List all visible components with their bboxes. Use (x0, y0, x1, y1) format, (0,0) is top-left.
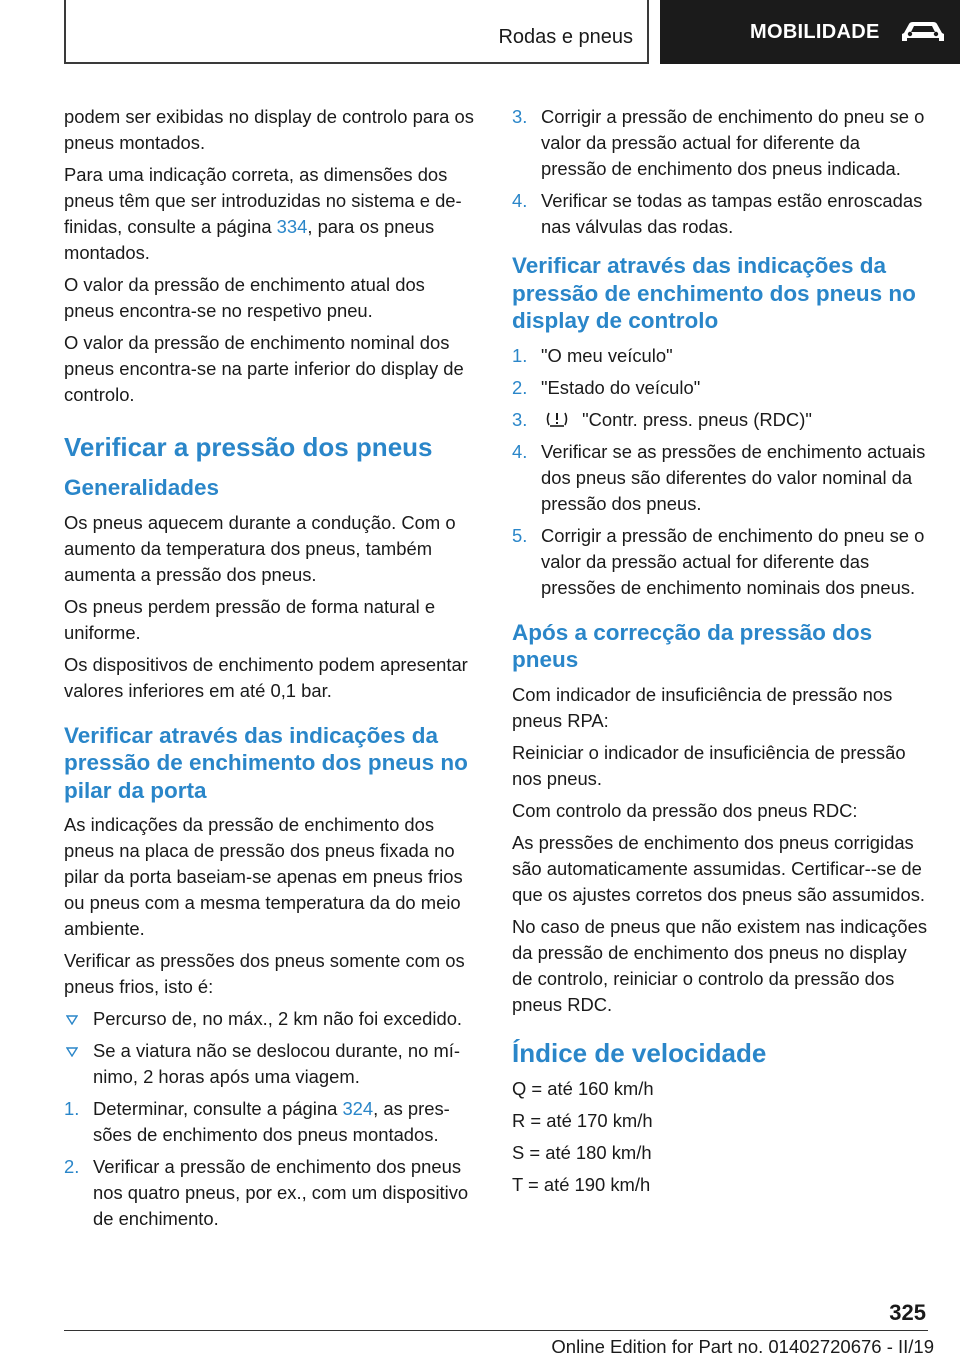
footer-divider (64, 1330, 928, 1331)
paragraph: podem ser exibidas no display de controlo para os pneus montados. (64, 106, 474, 153)
list-item: Percurso de, no máx., 2 km não foi excedido. (64, 1006, 480, 1032)
heading-apos-correccao: Após a correcção da pressão dos pneus (512, 619, 873, 672)
header-section-tab (64, 0, 649, 64)
header-chapter-bar (660, 0, 960, 64)
car-icon (898, 19, 948, 45)
step-number: 4. (512, 440, 528, 462)
paragraph: As indicações da pressão de enchimento dos pneus na placa de pressão dos pneus fixada no pilar da porta baseiam-se apenas em pneus frios ou pneus com a mesma temperatura da do meio ambiente. (64, 814, 463, 939)
step-number: 1. (512, 344, 528, 366)
speed-index-line: Q = até 160 km/h (512, 1077, 654, 1099)
list-item: 4. Verificar se todas as tampas estão enroscadas nas válvulas das rodas. (512, 190, 923, 237)
list-item: Se a viatura não se deslocou durante, no mínimo, 2 horas após uma viagem. (64, 1038, 480, 1090)
list-item: 1. Determinar, consulte a página 324, as pressões de enchimento dos pneus montados. (64, 1098, 450, 1145)
tire-pressure-icon (545, 409, 569, 429)
step-number: 2. (512, 376, 528, 398)
paragraph: O valor da pressão de enchimento nominal dos pneus encontra-se na parte inferior do display de controlo. (64, 332, 464, 405)
paragraph: No caso de pneus que não existem nas indicações da pressão de enchimento dos pneus no display de controlo, reiniciar o controlo da pressão dos pneus RDC. (512, 915, 928, 1015)
triangle-bullet-icon (66, 1015, 78, 1025)
step-number: 2. (64, 1156, 80, 1177)
paragraph: Verificar as pressões dos pneus somente com os pneus frios, isto é: (64, 950, 465, 997)
heading-generalidades: Generalidades (64, 475, 220, 500)
list-item: 2. Verificar a pressão de enchimento dos pneus nos quatro pneus, por ex., com um dispositivo de enchimento. (64, 1156, 469, 1229)
step-list (512, 104, 928, 240)
speed-index-line: R = até 170 km/h (512, 1109, 653, 1131)
triangle-bullet-icon (66, 1047, 78, 1057)
right-column (512, 104, 928, 1204)
page-link[interactable]: 334 (276, 216, 308, 237)
step-list (512, 343, 928, 601)
heading-verificar-pressao: Verificar a pressão dos pneus (64, 432, 433, 462)
paragraph: Com indicador de insuficiência de pressão nos pneus RPA: (512, 683, 893, 731)
paragraph: Para uma indicação correta, as dimensões dos pneus têm que ser introduzidas no sistema e definidas, consulte a página 334, para os pneus montados. (64, 164, 462, 263)
step-number: 4. (512, 190, 528, 211)
page-number: 325 (889, 1300, 926, 1325)
section-title: Rodas e pneus (498, 26, 633, 48)
paragraph: Os dispositivos de enchimento podem apresentar valores inferiores em até 0,1 bar. (64, 653, 468, 701)
speed-index-line: S = até 180 km/h (512, 1141, 652, 1163)
list-item: 2. "Estado do veículo" (512, 375, 928, 401)
step-number: 3. (512, 106, 528, 127)
paragraph: Com controlo da pressão dos pneus RDC: (512, 799, 858, 821)
paragraph: O valor da pressão de enchimento atual dos pneus encontra-se no respetivo pneu. (64, 274, 425, 321)
paragraph: Reiniciar o indicador de insuficiência de pressão nos pneus. (512, 741, 906, 789)
list-item: 5. Corrigir a pressão de enchimento do pneu se o valor da pressão actual for diferente das pressões de enchimento nominais dos pneus. (512, 524, 925, 598)
list-item: 4. Verificar se as pressões de enchimento actuais dos pneus são diferentes do valor nominal da pressão dos pneus. (512, 440, 926, 514)
page-link[interactable]: 324 (342, 1098, 374, 1119)
left-column (64, 104, 480, 1238)
heading-display-controlo: Verificar através das indicações da pressão de enchimento dos pneus no display de controlo (512, 253, 916, 333)
paragraph: Os pneus aquecem durante a condução. Com o aumento da temperatura dos pneus, também aumenta a pressão dos pneus. (64, 511, 456, 585)
paragraph: Os pneus perdem pressão de forma natural e uniforme. (64, 595, 436, 643)
heading-pilar-porta: Verificar através das indicações da pressão de enchimento dos pneus no pilar da porta (64, 722, 468, 803)
step-number: 1. (64, 1098, 80, 1119)
list-item: 3. "Contr. press. pneus (RDC)" (512, 407, 928, 433)
bullet-list (64, 1006, 480, 1090)
heading-indice-velocidade: Índice de velocidade (512, 1037, 767, 1068)
step-number: 5. (512, 524, 528, 546)
step-list (64, 1096, 480, 1232)
paragraph: As pressões de enchimento dos pneus corrigidas são automaticamente assumidas. Certificar--se de que os ajustes corretos dos pneus são assumidos. (512, 831, 925, 905)
chapter-title: MOBILIDADE (750, 20, 880, 43)
list-item: 1. "O meu veículo" (512, 343, 928, 369)
step-number: 3. (512, 408, 528, 430)
footer-edition: Online Edition for Part no. 01402720676 - II/19 (551, 1336, 934, 1357)
speed-index-line: T = até 190 km/h (512, 1173, 651, 1195)
list-item: 3. Corrigir a pressão de enchimento do pneu se o valor da pressão actual for diferente da pressão de enchimento dos pneus indicada. (512, 106, 925, 179)
